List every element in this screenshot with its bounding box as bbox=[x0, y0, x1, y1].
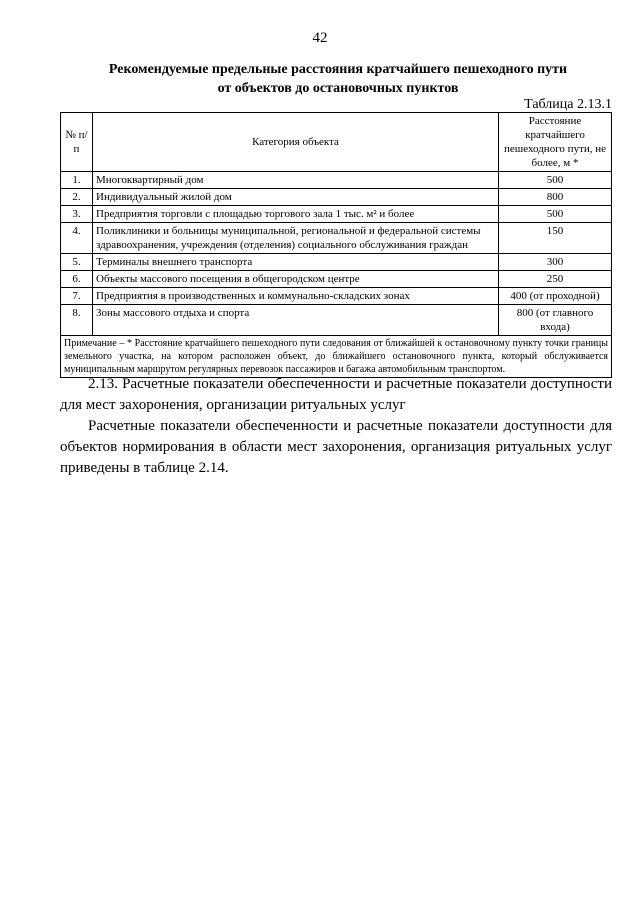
row-distance: 800 bbox=[499, 189, 612, 206]
row-number: 2. bbox=[61, 189, 93, 206]
header-distance: Расстояние кратчайшего пешеходного пути, не более, м * bbox=[499, 113, 612, 172]
row-category: Предприятия в производственных и коммунально-складских зонах bbox=[93, 288, 499, 305]
row-distance: 500 bbox=[499, 172, 612, 189]
row-distance: 250 bbox=[499, 271, 612, 288]
table-row bbox=[61, 254, 612, 271]
table-label: Таблица 2.13.1 bbox=[524, 97, 612, 112]
row-category: Индивидуальный жилой дом bbox=[93, 189, 499, 206]
row-category: Зоны массового отдыха и спорта bbox=[93, 305, 499, 336]
table-row bbox=[61, 288, 612, 305]
row-number: 1. bbox=[61, 172, 93, 189]
row-category: Терминалы внешнего транспорта bbox=[93, 254, 499, 271]
row-distance: 300 bbox=[499, 254, 612, 271]
section-heading bbox=[60, 374, 612, 416]
page-number: 42 bbox=[312, 30, 328, 46]
row-number: 4. bbox=[61, 223, 93, 254]
row-distance: 800 (от главного входа) bbox=[499, 305, 612, 336]
header-number: № п/п bbox=[61, 113, 93, 172]
table-row bbox=[61, 271, 612, 288]
section-body-text: Расчетные показатели обеспеченности и расчетные показатели доступности для объектов нормирования в области мест захоронения, организация ритуальных услуг приведены в таблице 2.14. bbox=[60, 418, 612, 476]
table-row bbox=[61, 223, 612, 254]
row-number: 5. bbox=[61, 254, 93, 271]
table-title bbox=[60, 60, 616, 98]
row-distance: 150 bbox=[499, 223, 612, 254]
table-row bbox=[61, 172, 612, 189]
distance-table bbox=[60, 112, 612, 378]
row-number: 3. bbox=[61, 206, 93, 223]
row-category: Поликлиники и больницы муниципальной, региональной и федеральной системы здравоохранения, учреждения (отделения) социального обслуживания граждан bbox=[93, 223, 499, 254]
table-title-line-1: Рекомендуемые предельные расстояния кратчайшего пешеходного пути bbox=[108, 62, 568, 77]
row-distance: 500 bbox=[499, 206, 612, 223]
row-number: 7. bbox=[61, 288, 93, 305]
row-category: Предприятия торговли с площадью торгового зала 1 тыс. м² и более bbox=[93, 206, 499, 223]
row-category: Объекты массового посещения в общегородском центре bbox=[93, 271, 499, 288]
table-note: Примечание – * Расстояние кратчайшего пешеходного пути следования от ближайшей к остановочному пункту точки границы земельного участка, на котором расположен объект, до ближайшего остановочного пункта, который обслуживается муниципальным маршрутом регулярных перевозок пассажиров и багажа автомобильным транспортом. bbox=[61, 336, 612, 378]
table-title-line-2: от объектов до остановочных пунктов bbox=[217, 81, 459, 96]
row-category: Многоквартирный дом bbox=[93, 172, 499, 189]
header-category: Категория объекта bbox=[93, 113, 499, 172]
table-row bbox=[61, 189, 612, 206]
table-row bbox=[61, 305, 612, 336]
row-number: 6. bbox=[61, 271, 93, 288]
row-number: 8. bbox=[61, 305, 93, 336]
table-header-row bbox=[61, 113, 612, 172]
table-row bbox=[61, 206, 612, 223]
section-heading-text: 2.13. Расчетные показатели обеспеченности и расчетные показатели доступности для мест захоронения, организации ритуальных услуг bbox=[60, 376, 612, 413]
section-body bbox=[60, 416, 612, 479]
row-distance: 400 (от проходной) bbox=[499, 288, 612, 305]
table-note-row bbox=[61, 336, 612, 378]
